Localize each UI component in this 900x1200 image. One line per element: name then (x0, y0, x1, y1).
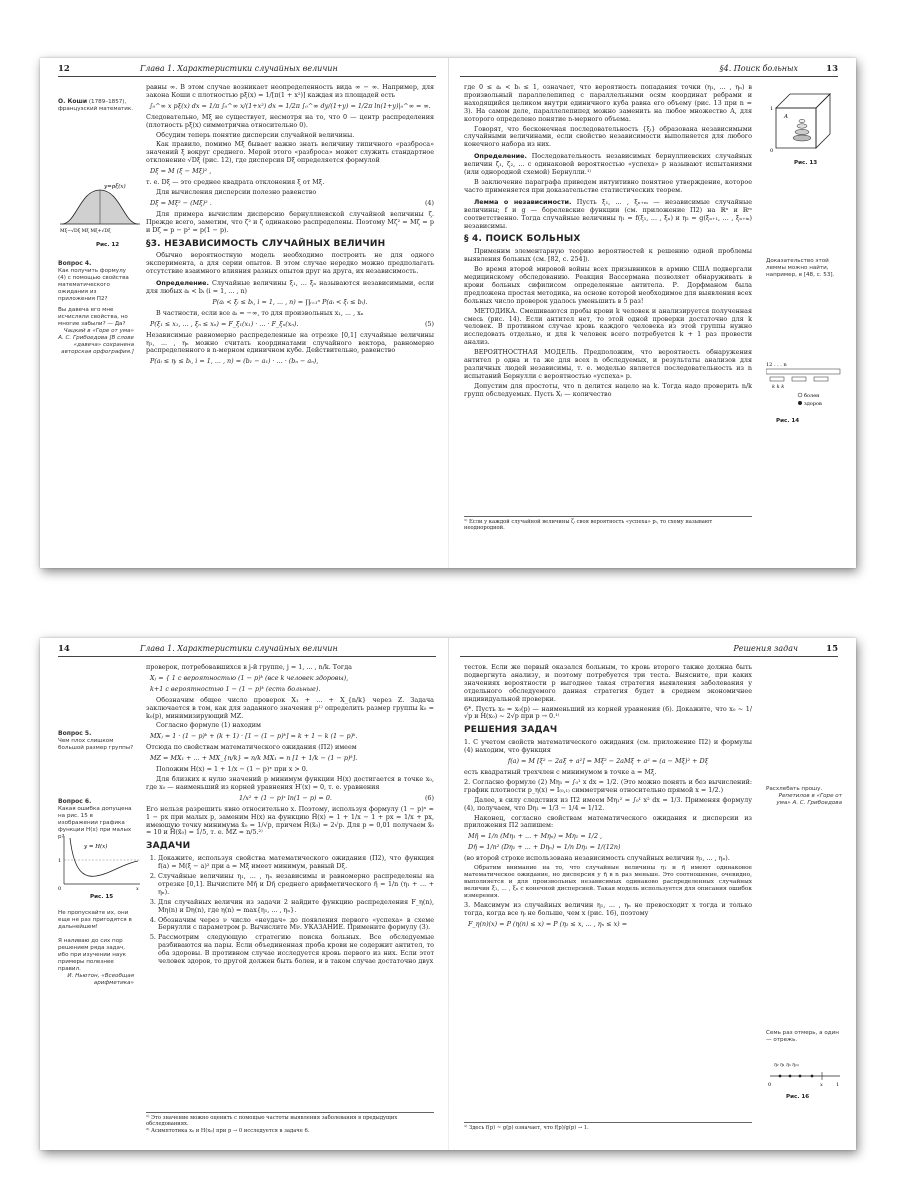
section-heading: § 4. ПОИСК БОЛЬНЫХ (464, 234, 581, 245)
koshi-name: О. Коши (58, 98, 88, 105)
paragraph: Говорят, что бесконечная последовательность {ξᵢ} образована независимыми случайными величинами, если свойство независимости выполняется для любого конечного набора из них. (464, 124, 752, 149)
formula: F_η(n)(x) = P (η(n) ≤ x) = P (η₁ ≤ x, ... , ηₙ ≤ x) = (468, 919, 628, 928)
point (789, 1075, 792, 1078)
paragraph: тестов. Если же первый оказался больным, то кровь второго также должна быть подвергнута анализу, и поэтому потребуется три теста. Выясните, при каких значениях вероятности p выгоднее такая стратегия выявления заболевания у отдельного обследуемого данная стратегия будет в среднем экономичнее индивидуальной проверки. (464, 663, 752, 703)
spread-bottom (40, 638, 856, 1150)
paragraph: Согласно формуле (1) находим (156, 721, 261, 730)
fig15-zero: 0 (58, 886, 62, 892)
group-bracket (814, 377, 828, 381)
body-text (146, 664, 434, 968)
remark: Обратим внимание на то, что случайные величины η₁ и η̄ имеют одинаковое математическое ожидание, но дисперсия у η̄ в n раз меньше. Это соотношение, очевидно, выполняется и для произвольных независимых одинаково распределенных случайных величин ξ₁, ... , ξₙ с конечной дисперсией. Такая модель используется для описания ошибок измерения. (464, 865, 752, 900)
cube-front (776, 108, 816, 148)
footnote: ¹⁾ Здесь f(p) ~ g(p) означает, что f(p)/g(p) → 1. (464, 1122, 752, 1131)
formula: P(aᵢ < ξᵢ ≤ bᵢ, i = 1, ... , n) = ∏ᵢ₌₁ⁿ P(aᵢ < ξᵢ ≤ bᵢ). (212, 297, 368, 306)
formula: Dη̄ = 1/n² (Dη₁ + ... + Dηₙ) = 1/n Dη₁ = 1/(12n) (468, 843, 621, 852)
paragraph: ВЕРОЯТНОСТНАЯ МОДЕЛЬ. Предположим, что вероятность обнаружения антител p одна и та же для всех n обследуемых, и результаты анализов для различных людей независимы, т. е. моделью является последовательность из n испытаний Бернулли с вероятностью «успеха» p. (464, 348, 752, 380)
paragraph: МЕТОДИКА. Смешиваются пробы крови k человек и анализируется полученная смесь (рис. 14). Если антител нет, то этой одной проверки достаточно для k человек. В противном случае кровь каждого человека из этой группы нужно исследовать отдельно, и для k человек всего потребуется k + 1 раз провести анализ. (464, 306, 752, 347)
task-item: 6*. Пусть x₀ = x₀(p) — наименьший из корней уравнения (6). Докажите, что x₀ ~ 1/√p и H(x₀) ~ 2√p при p → 0.¹⁾ (464, 704, 752, 721)
figure-16-line (766, 1058, 844, 1092)
fig16-labels: η₂ η₁ ηₙ η₍ₙ₎ (774, 1063, 800, 1068)
fig15-caption: Рис. 15 (90, 894, 114, 900)
sick-marker (798, 393, 802, 397)
task-item: 4. Обозначим через ν число «неудач» до появления первого «успеха» в схеме Бернулли с параметром p. Вычислите Mν. УКАЗАНИЕ. Примените формулу (3). (158, 917, 434, 933)
formula: k+1 с вероятностью 1 − (1 − p)ᵏ (есть больные). (150, 684, 321, 693)
margin-note: Семь раз отмерь, а один — отрежь. (766, 1030, 839, 1043)
task-item: 1. Докажите, используя свойства математического ожидания (П2), что функция f(a) = M(ξ − a)² при a = Mξ имеет минимум, равный Dξ. (158, 855, 434, 871)
formula: Dξ = M (ξ − Mξ)² , (150, 167, 212, 176)
paragraph: Применим элементарную теорию вероятностей к решению одной проблемы выявления больных (см. [82, с. 254]). (464, 247, 752, 264)
fig14-top: 12 . . . n (766, 362, 787, 368)
spread-top (40, 58, 856, 568)
page-number: 15 (826, 644, 838, 654)
quote-text: Я наливаю до сих пор решением ряда задач, ибо при изучении наук примеры полезнее правил. (58, 938, 127, 972)
figure-15-graph (58, 834, 142, 892)
body-text (464, 664, 752, 932)
task-item: 2. Случайные величины η₁, ... , ηₙ независимы и равномерно распределены на отрезке [0,1]. Вычислите Mη̄ и Dη̄ среднего арифметического η̄ = 1/n (η₁ + ... + ηₙ). (158, 873, 434, 897)
formula: P(aᵢ ≤ ηᵢ ≤ bᵢ, i = 1, ... , n) = (b₁ − a₁) · ... · (bₙ − aₙ), (150, 357, 319, 366)
well-marker (798, 401, 802, 405)
figure-13-cube (766, 86, 842, 158)
section-heading: §3. НЕЗАВИСИМОСТЬ СЛУЧАЙНЫХ ВЕЛИЧИН (146, 238, 386, 249)
point (811, 1075, 814, 1078)
cube-side (816, 94, 830, 148)
definition-text: Случайные величины ξ₁, ... ξₙ называются независимыми, если для любых aᵢ < bᵢ (i = 1, ... , n) (146, 279, 434, 296)
q6-text: Какая ошибка допущена на рис. 15 в изображении графика функции H(x) при малых p? (58, 806, 132, 840)
tasks-heading: ЗАДАЧИ (146, 841, 191, 852)
paragraph: Обозначим общее число проверок X₁ + ... + X_{n/k} через Z. Задача заключается в том, как для заданного значения p¹⁾ определить размер группы k₀ = k₀(p), минимизирующий MZ. (146, 695, 434, 720)
paragraph: Допустим для простоты, что n делится нацело на k. Тогда надо проверить n/k групп обследуемых. Пусть Xⱼ — количество (464, 381, 752, 398)
definition-label: Определение. (156, 279, 209, 288)
header-rule (58, 76, 436, 77)
fig15-one: 1 (58, 858, 62, 864)
body-layer (797, 124, 807, 128)
formula-text: Dξ = Mξ² − (Mξ)² . (150, 198, 212, 207)
footnotes (146, 1112, 434, 1134)
fig13-label-a: A (784, 114, 788, 120)
formula-number: (5) (424, 319, 434, 328)
fig14-k: k k k (772, 384, 785, 390)
footnote: ²⁾ Асимптотика x₀ и H(x₀) при p → 0 исследуется в задаче 6. (146, 1127, 310, 1134)
paragraph: где 0 ≤ aᵢ < bᵢ ≤ 1, означает, что вероятность попадания точки (η₁, ... , ηₙ) в произвольный параллелепипед с параллельными осям координат ребрами и находящийся целиком внутри единичного куба равна его объему (рис. 13 при n = 3). На самом деле, параллелепипед можно заменить на любое множество A, для которого определено понятие n-мерного объема. (464, 83, 752, 123)
q5-text: Чем плох слишком большой размер группы? (58, 738, 134, 751)
question-4 (58, 260, 134, 356)
paragraph: т. е. Dξ — это среднее квадрата отклонения ξ от Mξ. (146, 178, 325, 187)
paragraph: Обычно вероятностную модель необходимо построить не для одного эксперимента, а для серии опытов. В этом случае нередко можно предполагать отсутствие взаимного влияния разных опытов друг на друга, их независимость. (146, 251, 434, 276)
page-13 (448, 58, 856, 568)
paragraph: Обсудим теперь понятие дисперсии случайной величины. (156, 130, 355, 139)
paragraph: Положим H(x) = 1 + 1/x − (1 − p)ˣ при x > 0. (156, 765, 308, 774)
figure-14-groups (766, 360, 844, 412)
page-12 (40, 58, 448, 568)
paragraph: равны ∞. В этом случае возникает неопределенность вида ∞ − ∞. Например, для закона Коши с плотностью pξ(x) = 1/[π(1 + x²)] каждая из площадей есть (146, 83, 434, 99)
fig15-x: x (136, 886, 139, 892)
q4-text: Как получить формулу (4) с помощью свойства математического ожидания из приложения П2? (58, 268, 129, 302)
paragraph: Для близких к нулю значений p минимум функции H(x) достигается в точке x₀, где x₀ — наименьший из корней уравнения H′(x) = 0, т. е. уравнения (146, 774, 434, 791)
body-text (146, 84, 434, 369)
solution: 3. Максимум из случайных величин η₁, ... , ηₙ не превосходит x тогда и только тогда, когда все ηᵢ не больше, чем x (рис. 16), поэтому (464, 901, 752, 917)
task-item: 3. Для случайных величин из задачи 2 найдите функцию распределения F_η(n), Mη(n) и Dη(n), где η(n) = max{η₁, ... , ηₙ}. (158, 899, 434, 915)
fig14-caption: Рис. 14 (776, 418, 800, 424)
formula: Xⱼ = { 1 с вероятностью (1 − p)ᵏ (все k человек здоровы), (150, 673, 349, 682)
koshi-desc: французский математик. (58, 106, 134, 112)
margin-koshi (58, 98, 134, 113)
page-number: 12 (58, 64, 70, 74)
formula-4 (146, 200, 434, 208)
margin-lemma-note: Доказательство этой леммы можно найти, например, в [48, с. 53]. (766, 258, 835, 278)
margin-quote (58, 938, 134, 987)
formula-6 (146, 795, 434, 803)
fig16-x: x (820, 1082, 823, 1088)
definition-label: Определение. (474, 152, 527, 161)
figure-12-density (58, 180, 142, 240)
paragraph: Как правило, помимо Mξ бывает важно знать величину типичного «разброса» значений ξ вокруг среднего. Мерой этого «разброса» может служить стандартное отклонение √Dξ (рис. 12), где дисперсия Dξ определяется формулой (146, 140, 434, 165)
formula-text: 1/x² + (1 − p)ˣ ln(1 − p) = 0. (239, 793, 332, 802)
paragraph: Его нельзя разрешить явно относительно x. Поэтому, используя формулу (1 − p)ˣ ≈ 1 − px при малых p, заменим H(x) на функцию H̃(x) = 1 + 1/x − 1 + px = 1/x + px, имеющую точку минимума x̃₀ = 1/√p, причем H̃(x̃₀) = 2√p. Для p = 0,01 получаем x̃₀ = 10 и H̃(x̃₀) = 1/5, т. е. MZ ≈ n/5.²⁾ (146, 804, 434, 837)
q4-quote: Вы давеча его мне исчисляли свойства, но многие забыли? — Да? (58, 307, 128, 327)
formula-5 (146, 321, 434, 329)
q4-title: Вопрос 4. (58, 260, 92, 267)
quote-attr: Репетилов в «Горе от ума» А. С. Грибоедова (776, 793, 842, 806)
people-row (766, 369, 840, 374)
q5-title: Вопрос 5. (58, 730, 92, 737)
header-rule (460, 76, 838, 77)
fig13-caption: Рис. 13 (794, 160, 818, 166)
quote-text: Расхлебать прошу. (766, 786, 823, 792)
fig12-label: y=pξ(x) (104, 184, 126, 190)
paragraph: Далее, в силу следствия из П2 имеем Mη₁² = ∫₀¹ x² dx = 1/3. Применяя формулу (4), получаем, что Dη₁ = 1/3 − 1/4 = 1/12. (464, 795, 752, 812)
fig16-one: 1 (836, 1082, 840, 1088)
solutions-heading: РЕШЕНИЯ ЗАДАЧ (464, 725, 558, 736)
footnote: ¹⁾ Если у каждой случайной величины ζᵢ своя вероятность «успеха» pᵢ, то схему называют неоднородной. (464, 516, 752, 532)
fig14-well: здоров (804, 401, 822, 407)
formula: f(a) = M [ξ² − 2aξ + a²] = Mξ² − 2aMξ + a² = (a − Mξ)² + Dξ (507, 757, 709, 766)
paragraph: есть квадратный трехчлен с минимумом в точке a = Mξ. (464, 767, 657, 776)
lemma-label: Лемма о независимости. (474, 197, 572, 206)
fig14-sick: болен (804, 393, 820, 399)
definition (146, 280, 434, 296)
section-title: §4. Поиск больных (719, 64, 798, 73)
formula-text: P(ξ₁ ≤ x₁, ... , ξₙ ≤ xₙ) = F_ξ₁(x₁) · ... · F_ξₙ(xₙ). (150, 319, 299, 328)
koshi-years: (1789–1857), (88, 99, 127, 105)
paragraph: Отсюда по свойствам математического ожидания (П2) имеем (146, 743, 357, 752)
margin-note: Не пропускайте их, они еще не раз пригодятся в дальнейшем! (58, 910, 132, 930)
body-layer (799, 119, 805, 122)
footnote: ¹⁾ Это значение можно оценить с помощью частоты выявления заболевания в предыдущих обследованиях. (146, 1115, 398, 1128)
solution: 2. Согласно формуле (2) Mη₁ = ∫₀¹ x dx = 1/2. (Это можно понять и без вычислений: график плотности p_η(x) = I₍₀,₁₎ симметричен относительно прямой x = 1/2.) (464, 777, 752, 794)
formula: MZ = MX₁ + ... + MX_{n/k} = n/k MX₁ = n [1 + 1/k − (1 − p)ᵏ]. (150, 754, 358, 763)
group-bracket (792, 377, 806, 381)
body-layer (793, 135, 811, 141)
header-rule (58, 656, 436, 657)
point (799, 1075, 802, 1078)
chapter-title: Глава 1. Характеристики случайных величин (140, 64, 338, 73)
formula: MXⱼ = 1 · (1 − p)ᵏ + (k + 1) · [1 − (1 − p)ᵏ] = k + 1 − k (1 − p)ᵏ. (150, 732, 358, 741)
lemma (464, 199, 752, 231)
paragraph: Следовательно, Mξ не существует, несмотря на то, что 0 — центр распределения (плотность pξ(x) симметрична относительно 0). (146, 112, 434, 129)
q4-attr: Чацкий в «Горе от ума» А. С. Грибоедова [В слове «давеча» сохранена авторская орфография.] (58, 328, 134, 355)
chapter-title: Глава 1. Характеристики случайных величин (140, 644, 338, 653)
fig16-zero: 0 (768, 1082, 772, 1088)
definition-text: Последовательность независимых бернуллиевских случайных величин ζ₁, ζ₂, ... с одинаковой вероятностью «успеха» p называют испытаниями (или однородной схемой) Бернулли.¹⁾ (464, 152, 752, 177)
paragraph: Независимые равномерно распределенные на отрезке [0,1] случайные величины η₁, ... , ηₙ можно считать координатами случайного вектора, равномерно распределенного в n-мерном единичном кубе. Действительно, равенство (146, 330, 434, 355)
page-15 (448, 638, 856, 1150)
formula-number: (6) (424, 793, 434, 802)
header-rule (460, 656, 838, 657)
paragraph: Для примера вычислим дисперсию бернуллиевской случайной величины ζ. Прежде всего, заметим, что ζ² и ζ одинаково распределены. Поэтому Mζ² = Mζ = p и Dζ = p − p² = p(1 − p). (146, 209, 434, 234)
page-number: 14 (58, 644, 70, 654)
paragraph: Для вычисления дисперсии полезно равенство (156, 187, 317, 196)
fig13-label-1: 1 (770, 106, 774, 112)
fig15-label: y = H(x) (84, 844, 108, 850)
body-layer (795, 129, 809, 134)
definition (464, 153, 752, 177)
quote-attr: И. Ньютон, «Всеобщая арифметика» (67, 973, 134, 986)
fig12-axis: Mξ−√Dξ Mξ Mξ+√Dξ (60, 229, 111, 234)
formula: Mη̄ = 1/n (Mη₁ + ... + Mηₙ) = Mη₁ = 1/2 , (468, 832, 603, 841)
group-bracket (770, 377, 784, 381)
task-item: 5. Рассмотрим следующую стратегию поиска больных. Все обследуемые разбиваются на пары. Если объединенная проба крови не содержит антител, то оба здоровы. В противном случае исследуется кровь первого из них. Если этот человек здоров, то другой должен быть болен, и в таком случае достаточно двух (158, 934, 434, 966)
task-list (146, 855, 434, 966)
q6-title: Вопрос 6. (58, 798, 92, 805)
margin-quote (766, 786, 842, 807)
paragraph: В частности, если все aᵢ = −∞, то для произвольных x₁, ... , xₙ (156, 308, 364, 317)
solution: 1. С учетом свойств математического ожидания (см. приложение П2) и формулы (4) находим, что функция (464, 738, 752, 755)
section-title: Решения задач (733, 644, 798, 653)
page-14 (40, 638, 448, 1150)
body-text (464, 84, 752, 401)
cube-top (776, 94, 830, 108)
paragraph: В заключение параграфа приведем интуитивно понятное утверждение, которое часто применяется при доказательстве статистических теорем. (464, 177, 752, 194)
page-number: 13 (826, 64, 838, 74)
formula: ∫₀^∞ x pξ(x) dx = 1/π ∫₀^∞ x/(1+x²) dx = 1/2π ∫₀^∞ dy/(1+y) = 1/2π ln(1+y)|₀^∞ = ∞. (149, 101, 431, 110)
fig13-label-0: 0 (770, 148, 774, 154)
formula-number: (4) (424, 198, 434, 207)
point (779, 1075, 782, 1078)
question-5 (58, 730, 134, 752)
paragraph: проверок, потребовавшихся в j-й группе, j = 1, ... , n/k. Тогда (146, 663, 352, 671)
paragraph: Наконец, согласно свойствам математического ожидания и дисперсии из приложения П2 запишем: (464, 813, 752, 830)
lemma-text: Пусть ξ₁, ... , ξₙ₊ₘ — независимые случайные величины; f и g — борелевские функции (см. приложение П2) на ℝⁿ и ℝᵐ соответственно. Тогда случайные величины η₁ = f(ξ₁, ... , ξₙ) и η₂ = g(ξₙ₊₁, ... , ξₙ₊ₘ) независимы. (464, 197, 752, 230)
paragraph: (во второй строке использована независимость случайных величин η₁, ... , ηₙ). (464, 854, 730, 863)
fig12-caption: Рис. 12 (96, 242, 120, 248)
paragraph: Во время второй мировой войны всех призывников в армию США подвергали медицинскому обследованию. Реакция Вассермана позволяет обнаруживать в крови больных сифилисом определенные антитела. Р. Дорфманом была предложена простая методика, на основе которой необходимое для выявления всех больных число проверок удалось уменьшить в 5 раз! (464, 265, 752, 305)
fig16-caption: Рис. 16 (786, 1094, 810, 1100)
